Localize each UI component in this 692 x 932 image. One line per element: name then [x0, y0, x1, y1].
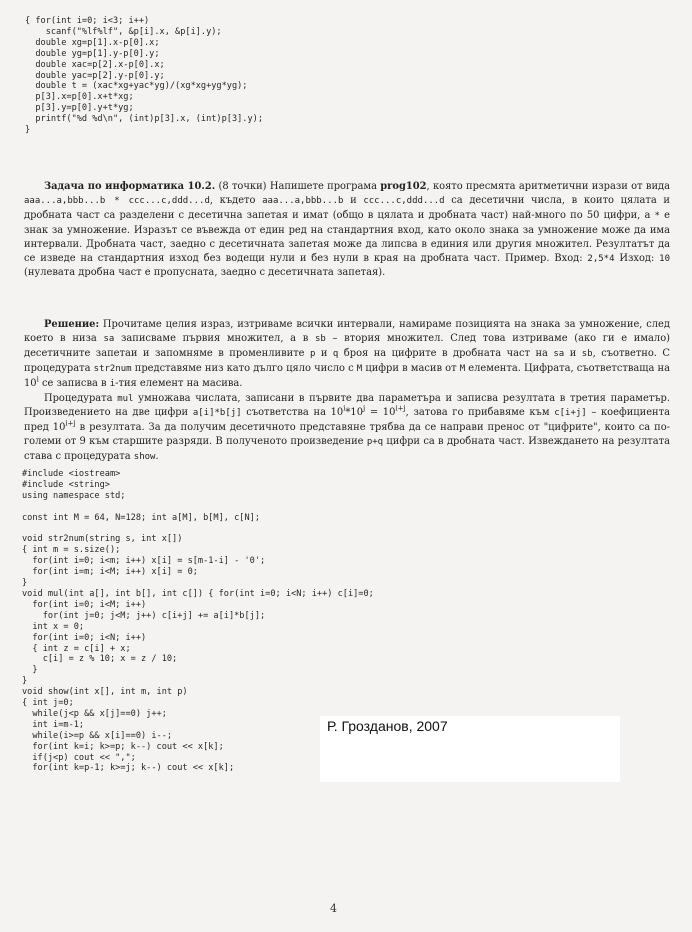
code-block-top [25, 16, 263, 136]
code-line: double t = (xac*xg+yac*yg)/(xg*xg+yg*yg); [25, 81, 248, 92]
code-line: int i=m-1; [22, 719, 85, 730]
author-stamp [320, 716, 620, 782]
code-line: void str2num(string s, int x[]) [22, 534, 183, 545]
task-statement [24, 180, 670, 280]
code-line: { for(int i=0; i<3; i++) [25, 16, 150, 26]
code-line: p[3].y=p[0].y+t*yg; [25, 103, 134, 114]
example-input: 2,5*4 [587, 253, 615, 264]
code-line: double xac=p[2].x-p[0].x; [25, 59, 165, 70]
example-output: 10 [659, 253, 671, 264]
code-line: double xg=p[1].x-p[0].x; [25, 37, 160, 48]
code-line: } [22, 665, 38, 676]
code-line: void show(int x[], int m, int p) [22, 687, 188, 698]
code-line: #include <iostream> [22, 469, 121, 479]
code-line: for(int j=0; j<M; j++) c[i+j] += a[i]*b[j]; [22, 610, 266, 621]
code-line: for(int i=0; i<M; i++) [22, 599, 147, 610]
page-number: 4 [330, 902, 337, 915]
code-line: } [25, 125, 31, 136]
code-line: while(j<p && x[j]==0) j++; [22, 708, 167, 719]
code-line: #include <string> [22, 479, 110, 490]
task-heading: Задача по информатика 10.2. [44, 181, 216, 192]
code-line: { int m = s.size(); [22, 545, 121, 556]
solution-paragraph-2: Процедурата mul умножава числата, записани в първите два параметъра и записва резултата в третия параметър. Произведението на две цифри a[i]*b[j] съответства на $10^i*10^j = 10^{i+j}$, затова го прибавяме към c[i+j] – коефициента пред $10^{i+j}$ в резултата. За да получим десетичното представяне трябва да се направи пренос от "цифрите", които са по-големи от 9 към старшите разряди. В полученото произведение p+q цифри са в дробната част. Извеждането на резултата става с процедурата show. [24, 392, 671, 463]
task-points: (8 точки) [218, 181, 267, 192]
code-line: for(int i=m; i<M; i++) x[i] = 0; [22, 567, 198, 578]
author-credit: Р. Грозданов, 2007 [327, 718, 448, 734]
code-line: for(int i=0; i<N; i++) [22, 632, 147, 643]
code-line: for(int i=0; i<m; i++) x[i] = s[m-1-i] - '0'; [22, 556, 266, 567]
code-line: using namespace std; [22, 490, 126, 501]
code-line: } [22, 578, 28, 589]
code-line: { int z = c[i] + x; [22, 643, 131, 654]
program-name: prog102 [380, 181, 427, 192]
task-paragraph: Задача по информатика 10.2. (8 точки) Напишете програма prog102, която пресмята аритметични изрази от вида aaa...a,bbb...b * ccc...c,ddd...d, където aaa...a,bbb...b и ccc...c,ddd...d са десетични числа, в които цялата и дробната част са разделени с десетична запетая и имат (общо в цялата и дробната част) най-много по 50 цифри, а * е знак за умножение. Изразът се въвежда от един ред на стандартния вход, като около знака за умножение може да има интервали. Дробната част, заедно с десетичната запетая може да липсва в единия или другия множител. Резултатът да се изведе на стандартния изход без водещи нули и без нули в края на дробната част. Пример. Вход: 2,5*4 Изход: 10 (нулевата дробна част е пропусната, заедно с десетичната запетая). [24, 181, 671, 279]
code-line: p[3].x=p[0].x+t*xg; [25, 92, 134, 103]
code-line: void mul(int a[], int b[], int c[]) { for(int i=0; i<N; i++) c[i]=0; [22, 588, 374, 599]
solution-label: Решение: [44, 319, 100, 330]
code-line: int x = 0; [22, 621, 85, 632]
solution-paragraph-1: Решение: Прочитаме целия израз, изтриваме всички интервали, намираме позицията на знака за умножение, след което в низа sa записваме първия множител, а в sb – втория множител. След това изтриваме (ако ги е имало) десетичните запетаи и запомняме в променливите p и q броя на цифрите в дробната част на sa и sb, съответно. С процедурата str2num представяме низ като дълго цяло число с M цифри в масив от M елемента. Цифрата, съответстваща на 10$^i$ се записва в i-тия елемент на масива. [24, 319, 670, 389]
code-line: } [22, 676, 28, 687]
code-line: for(int k=p-1; k>=j; k--) cout << x[k]; [22, 763, 235, 774]
solution-text [24, 318, 670, 465]
code-line: c[i] = z % 10; x = z / 10; [22, 654, 178, 665]
code-line: for(int k=i; k>=p; k--) cout << x[k]; [22, 741, 224, 752]
code-line: scanf("%lf%lf", &p[i].x, &p[i].y); [25, 26, 222, 37]
code-line: if(j<p) cout << ","; [22, 752, 136, 763]
code-line: { int j=0; [22, 698, 74, 709]
code-line: const int M = 64, N=128; int a[M], b[M], c[N]; [22, 512, 260, 523]
code-line: while(i>=p && x[i]==0) i--; [22, 730, 173, 741]
code-line: double yac=p[2].y-p[0].y; [25, 70, 165, 81]
code-line: printf("%d %d\n", (int)p[3].x, (int)p[3].y); [25, 114, 263, 125]
code-line: double yg=p[1].y-p[0].y; [25, 48, 160, 59]
